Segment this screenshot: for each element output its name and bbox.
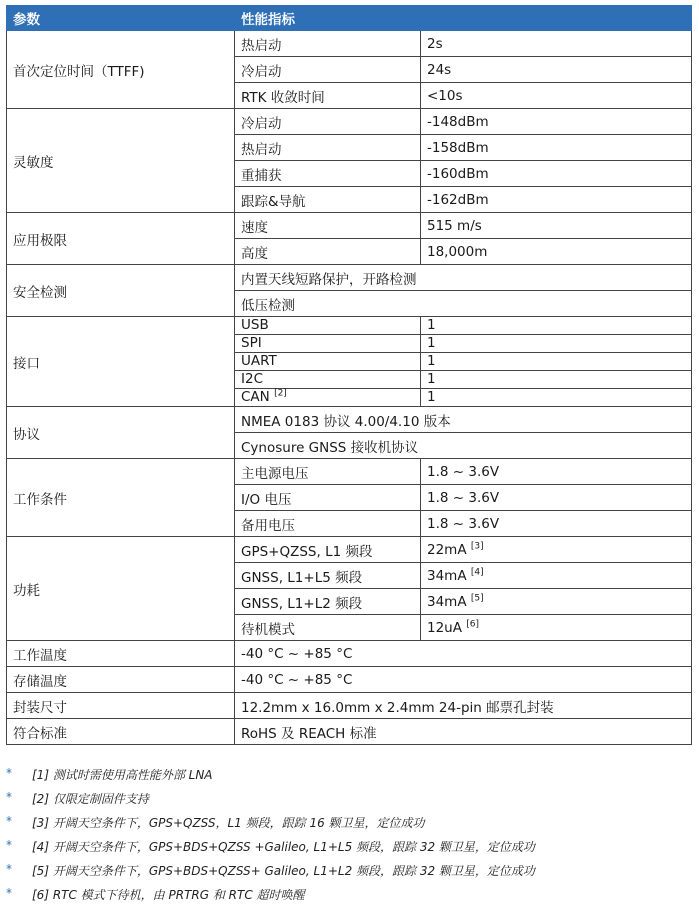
row-label-limits: 应用极限 [7, 213, 235, 265]
bullet-star: * [6, 766, 12, 780]
table-row [7, 693, 692, 719]
table-row [7, 459, 692, 485]
cell-text: Cynosure GNSS 接收机协议 [235, 433, 692, 459]
cell-value: -158dBm [421, 135, 692, 161]
cell-text: 12.2mm x 16.0mm x 2.4mm 24-pin 邮票孔封装 [235, 693, 692, 719]
table-row [7, 265, 692, 291]
cell-name: 热启动 [235, 31, 421, 57]
bullet-star: * [6, 886, 12, 900]
table-row [7, 213, 692, 239]
footnote-text: [1] 测试时需使用高性能外部 LNA [32, 768, 213, 782]
table-row [7, 641, 692, 667]
row-label-interface: 接口 [7, 317, 235, 407]
footnote [6, 862, 691, 886]
header-spec: 性能指标 [235, 6, 692, 31]
cell-value [421, 589, 692, 615]
cell-name: 备用电压 [235, 511, 421, 537]
cell-text: 低压检测 [235, 291, 692, 317]
footnote-text: [3] 开阔天空条件下，GPS+QZSS，L1 频段，跟踪 16 颗卫星，定位成功 [32, 816, 425, 830]
cell-name: I/O 电压 [235, 485, 421, 511]
table-row [7, 719, 692, 745]
cell-value: 18,000m [421, 239, 692, 265]
row-label-conditions: 工作条件 [7, 459, 235, 537]
table-row [7, 31, 692, 57]
cell-value: 1 [421, 317, 692, 335]
cell-value: 1.8 ~ 3.6V [421, 485, 692, 511]
cell-value-text: 12uA [427, 619, 462, 636]
row-label-standards: 符合标准 [7, 719, 235, 745]
cell-value: 24s [421, 57, 692, 83]
footnote-ref: [3] [470, 541, 484, 551]
cell-name-text: CAN [241, 389, 270, 405]
footnote-text: [5] 开阔天空条件下，GPS+BDS+QZSS+ Galileo, L1+L2 频段，跟踪 32 颗卫星，定位成功 [32, 864, 535, 878]
row-label-sensitivity: 灵敏度 [7, 109, 235, 213]
cell-name: USB [235, 317, 421, 335]
table-row [7, 667, 692, 693]
cell-name: 重捕获 [235, 161, 421, 187]
spec-table-container [6, 5, 691, 745]
cell-value [421, 563, 692, 589]
cell-text: NMEA 0183 协议 4.00/4.10 版本 [235, 407, 692, 433]
footnote [6, 766, 691, 790]
cell-value: 1 [421, 353, 692, 371]
cell-text: -40 °C ~ +85 °C [235, 641, 692, 667]
cell-value: -148dBm [421, 109, 692, 135]
footnotes [6, 766, 691, 910]
cell-name: GNSS, L1+L5 频段 [235, 563, 421, 589]
cell-name: 待机模式 [235, 615, 421, 641]
table-row [7, 407, 692, 433]
row-label-protocol: 协议 [7, 407, 235, 459]
row-label-package: 封装尺寸 [7, 693, 235, 719]
cell-name: UART [235, 353, 421, 371]
bullet-star: * [6, 862, 12, 876]
cell-name: 高度 [235, 239, 421, 265]
footnote [6, 838, 691, 862]
footnote-ref: [6] [466, 619, 480, 629]
table-row [7, 109, 692, 135]
footnote [6, 814, 691, 838]
bullet-star: * [6, 790, 12, 804]
cell-value: 1 [421, 371, 692, 389]
cell-name: 速度 [235, 213, 421, 239]
spec-table [6, 5, 692, 745]
footnote [6, 886, 691, 910]
cell-value [421, 615, 692, 641]
cell-value: 1 [421, 389, 692, 407]
bullet-star: * [6, 838, 12, 852]
cell-value [421, 537, 692, 563]
cell-name: 冷启动 [235, 109, 421, 135]
cell-text: -40 °C ~ +85 °C [235, 667, 692, 693]
header-param: 参数 [7, 6, 235, 31]
cell-name: 跟踪&导航 [235, 187, 421, 213]
cell-name: RTK 收敛时间 [235, 83, 421, 109]
table-row [7, 537, 692, 563]
footnote-text: [4] 开阔天空条件下，GPS+BDS+QZSS +Galileo, L1+L5 频段，跟踪 32 颗卫星，定位成功 [32, 840, 535, 854]
cell-value-text: 22mA [427, 541, 467, 558]
footnote-ref: [2] [274, 388, 287, 399]
cell-name: SPI [235, 335, 421, 353]
cell-value: 515 m/s [421, 213, 692, 239]
footnote-text: [6] RTC 模式下待机，由 PRTRG 和 RTC 超时唤醒 [32, 888, 305, 902]
footnote [6, 790, 691, 814]
cell-name: I2C [235, 371, 421, 389]
cell-name: 冷启动 [235, 57, 421, 83]
row-label-safety: 安全检测 [7, 265, 235, 317]
row-label-operating-temp: 工作温度 [7, 641, 235, 667]
table-header-row [7, 6, 692, 31]
cell-name: 热启动 [235, 135, 421, 161]
cell-text: 内置天线短路保护，开路检测 [235, 265, 692, 291]
row-label-power: 功耗 [7, 537, 235, 641]
footnote-ref: [5] [470, 593, 484, 603]
table-row [7, 317, 692, 335]
cell-name: 主电源电压 [235, 459, 421, 485]
cell-value: -162dBm [421, 187, 692, 213]
cell-value: 1.8 ~ 3.6V [421, 459, 692, 485]
cell-value: -160dBm [421, 161, 692, 187]
cell-value: 1.8 ~ 3.6V [421, 511, 692, 537]
cell-value-text: 34mA [427, 567, 467, 584]
cell-name [235, 389, 421, 407]
cell-value: 1 [421, 335, 692, 353]
cell-name: GPS+QZSS, L1 频段 [235, 537, 421, 563]
cell-name: GNSS, L1+L2 频段 [235, 589, 421, 615]
cell-value-text: 34mA [427, 593, 467, 610]
footnote-ref: [4] [470, 567, 484, 577]
cell-value: 2s [421, 31, 692, 57]
footnote-text: [2] 仅限定制固件支持 [32, 792, 149, 806]
row-label-ttff: 首次定位时间（TTFF) [7, 31, 235, 109]
cell-text: RoHS 及 REACH 标准 [235, 719, 692, 745]
bullet-star: * [6, 814, 12, 828]
cell-value: <10s [421, 83, 692, 109]
row-label-storage-temp: 存储温度 [7, 667, 235, 693]
